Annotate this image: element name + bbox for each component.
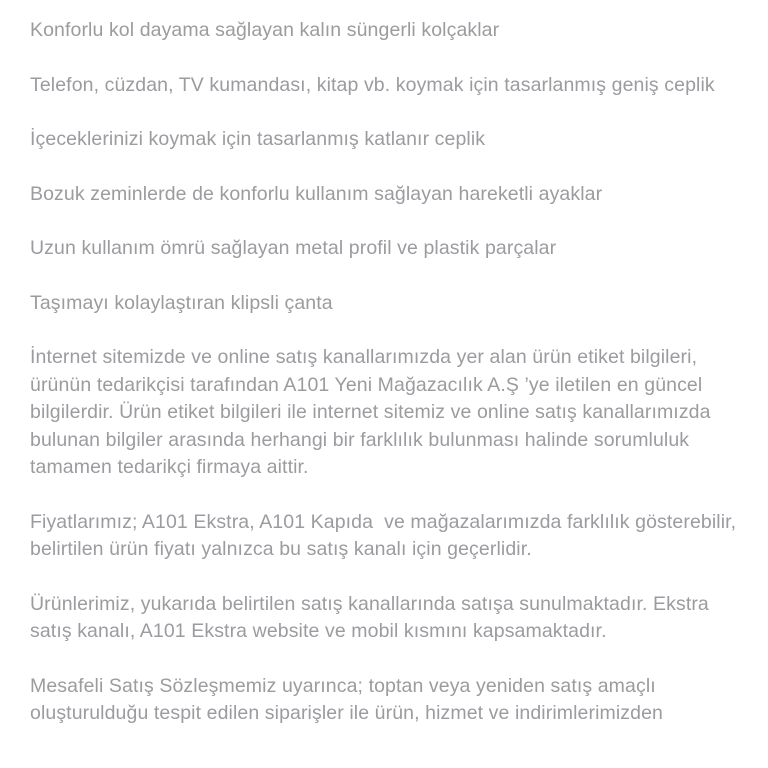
- feature-metal-profile-paragraph: Uzun kullanım ömrü sağlayan metal profil ve plastik parçalar: [30, 237, 557, 259]
- feature-armrest-paragraph: Konforlu kol dayama sağlayan kalın süngerli kolçaklar: [30, 19, 500, 41]
- feature-wide-pocket-paragraph: Telefon, cüzdan, TV kumandası, kitap vb. koymak için tasarlanmış geniş ceplik: [30, 73, 715, 96]
- legal-distance-sales-paragraph: Mesafeli Satış Sözleşmemiz uyarınca; toptan veya yeniden satış amaçlı oluşturulduğu tespit edilen siparişler ile ürün, hizmet ve indirimlerimizden: [30, 674, 663, 724]
- product-description-text-block: [30, 17, 740, 728]
- feature-carry-bag-paragraph: Taşımayı kolaylaştıran klipsli çanta: [30, 291, 333, 314]
- feature-movable-feet-paragraph: Bozuk zeminlerde de konforlu kullanım sağlayan hareketli ayaklar: [30, 182, 603, 205]
- legal-sales-channels-paragraph: Ürünlerimiz, yukarıda belirtilen satış kanallarında satışa sunulmaktadır. Ekstra satış kanalı, A101 Ekstra website ve mobil kısmını kapsamaktadır.: [30, 592, 715, 642]
- legal-pricing-paragraph: Fiyatlarımız; A101 Ekstra, A101 Kapıda ve mağazalarımızda farklılık gösterebilir, belirtilen ürün fiyatı yalnızca bu satış kanalı için geçerlidir.: [30, 510, 742, 560]
- feature-drink-pocket-paragraph: İçeceklerinizi koymak için tasarlanmış katlanır ceplik: [30, 128, 486, 150]
- legal-label-info-paragraph: İnternet sitemizde ve online satış kanallarımızda yer alan ürün etiket bilgileri, ürünün tedarikçisi tarafından A101 Yeni Mağazacılık A.Ş ’ye iletilen en güncel bilgilerdir. Ürün etiket bilgileri ile internet sitemiz ve online satış kanallarımızda bulunan bilgiler arasında herhangi bir farklılık bulunması halinde sorumluluk tamamen tedarikçi firmaya aittir.: [30, 346, 717, 478]
